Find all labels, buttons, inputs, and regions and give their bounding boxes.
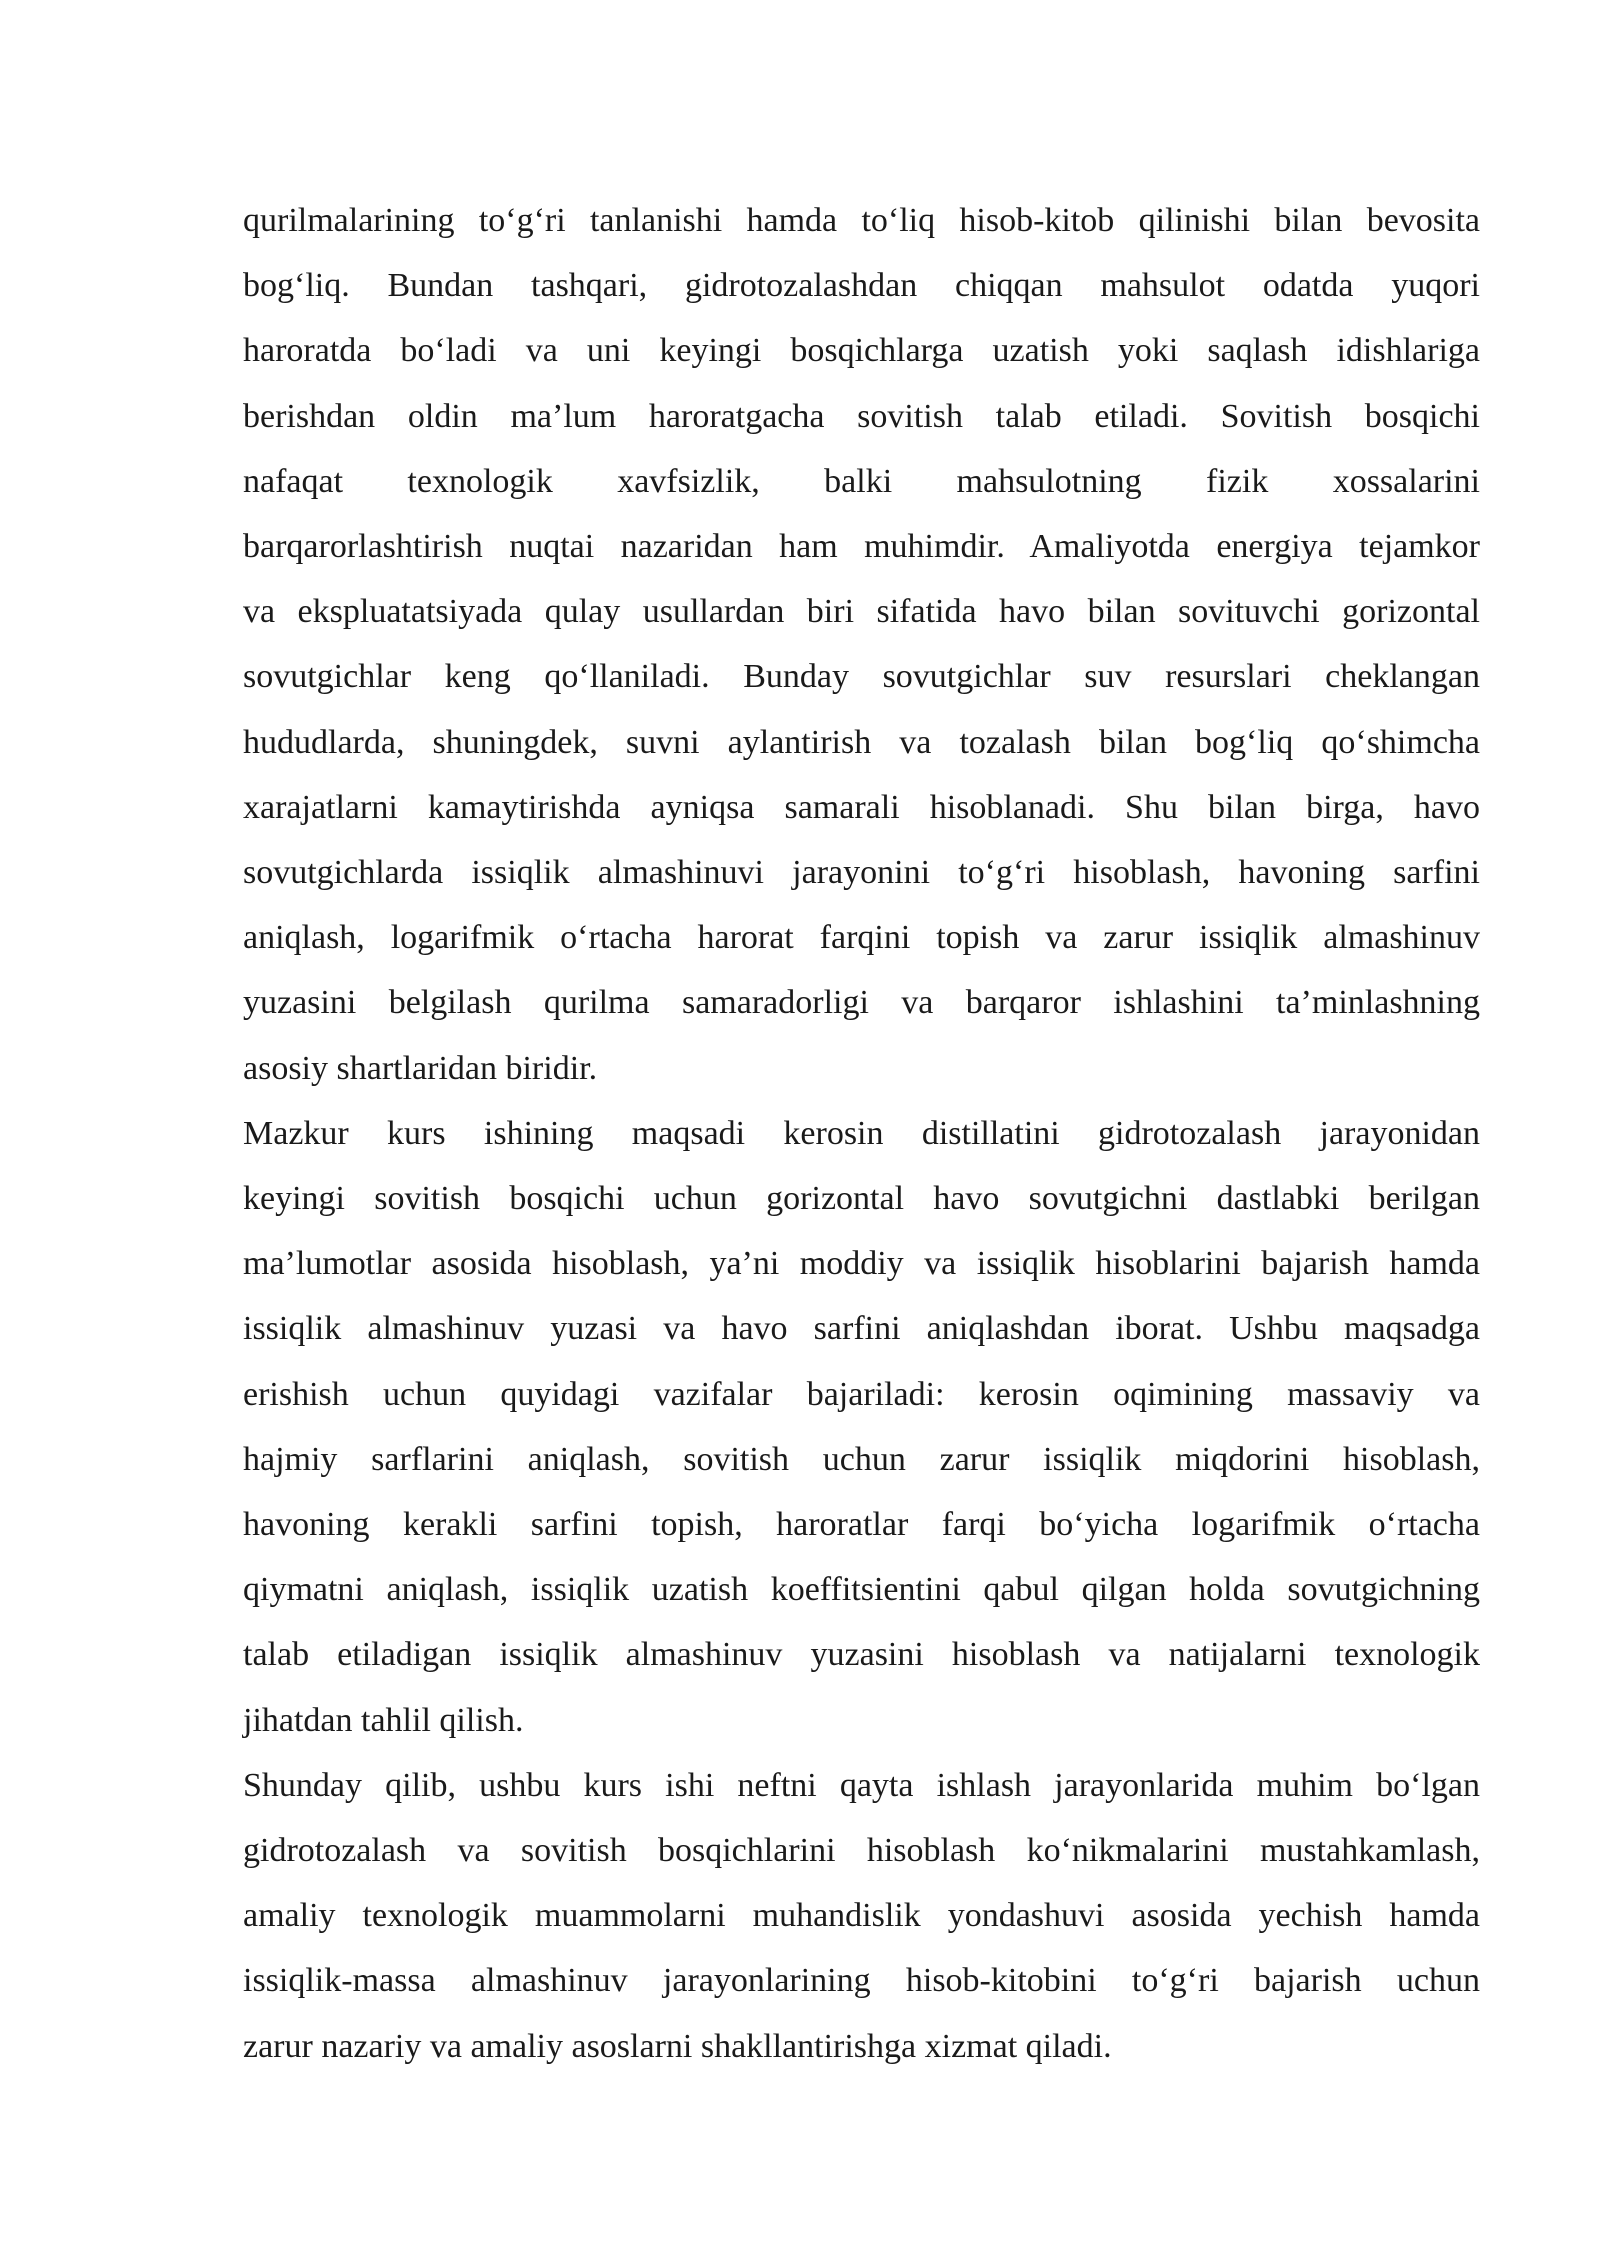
text-line: erishish uchun quyidagi vazifalar bajariladi: kerosin oqimining massaviy va bbox=[243, 1375, 1480, 1413]
text-line: asosiy shartlaridan biridir. bbox=[243, 1049, 598, 1087]
text-line: hajmiy sarflarini aniqlash, sovitish uchun zarur issiqlik miqdorini hisoblash, bbox=[243, 1440, 1480, 1478]
text-line: havoning kerakli sarfini topish, haroratlar farqi bo‘yicha logarifmik o‘rtacha bbox=[243, 1506, 1480, 1544]
text-line: issiqlik-massa almashinuv jarayonlarining hisob-kitobini to‘g‘ri bajarish uchun bbox=[243, 1962, 1480, 2000]
paragraph-intro-continued bbox=[243, 188, 1480, 1101]
text-line: talab etiladigan issiqlik almashinuv yuzasini hisoblash va natijalarni texnologik bbox=[243, 1636, 1480, 1674]
text-line: hududlarda, shuningdek, suvni aylantirish va tozalash bilan bog‘liq qo‘shimcha bbox=[243, 723, 1480, 761]
text-line: qiymatni aniqlash, issiqlik uzatish koeffitsientini qabul qilgan holda sovutgichning bbox=[243, 1571, 1480, 1609]
text-line: sovutgichlarda issiqlik almashinuvi jarayonini to‘g‘ri hisoblash, havoning sarfini bbox=[243, 854, 1480, 892]
text-line: ma’lumotlar asosida hisoblash, ya’ni moddiy va issiqlik hisoblarini bajarish hamda bbox=[243, 1245, 1480, 1283]
paragraph-course-goal bbox=[243, 1101, 1480, 1753]
text-line: qurilmalarining to‘g‘ri tanlanishi hamda to‘liq hisob-kitob qilinishi bilan bevosita bbox=[243, 202, 1480, 239]
text-line: sovutgichlar keng qo‘llaniladi. Bunday sovutgichlar suv resurslari cheklangan bbox=[243, 658, 1480, 696]
text-line: berishdan oldin ma’lum haroratgacha sovitish talab etiladi. Sovitish bosqichi bbox=[243, 397, 1480, 435]
text-line: zarur nazariy va amaliy asoslarni shakllantirishga xizmat qiladi. bbox=[243, 2027, 1112, 2065]
text-line: nafaqat texnologik xavfsizlik, balki mahsulotning fizik xossalarini bbox=[243, 462, 1480, 500]
text-line: xarajatlarni kamaytirishda ayniqsa samarali hisoblanadi. Shu bilan birga, havo bbox=[243, 788, 1480, 826]
text-line: jihatdan tahlil qilish. bbox=[243, 1701, 524, 1739]
text-line: Shunday qilib, ushbu kurs ishi neftni qayta ishlash jarayonlarida muhim bo‘lgan bbox=[243, 1766, 1480, 1804]
text-line: yuzasini belgilash qurilma samaradorligi va barqaror ishlashini ta’minlashning bbox=[243, 984, 1480, 1022]
paragraph-conclusion bbox=[243, 1753, 1480, 2079]
text-line: gidrotozalash va sovitish bosqichlarini hisoblash ko‘nikmalarini mustahkamlash, bbox=[243, 1832, 1480, 1870]
text-line: keyingi sovitish bosqichi uchun gorizontal havo sovutgichni dastlabki berilgan bbox=[243, 1180, 1480, 1218]
text-line: va ekspluatatsiyada qulay usullardan biri sifatida havo bilan sovituvchi gorizontal bbox=[243, 593, 1480, 631]
text-line: aniqlash, logarifmik o‘rtacha harorat farqini topish va zarur issiqlik almashinuv bbox=[243, 919, 1480, 957]
text-line: barqarorlashtirish nuqtai nazaridan ham muhimdir. Amaliyotda energiya tejamkor bbox=[243, 528, 1480, 566]
body-text bbox=[243, 188, 1480, 2079]
text-line: bog‘liq. Bundan tashqari, gidrotozalashdan chiqqan mahsulot odatda yuqori bbox=[243, 267, 1480, 305]
text-line: haroratda bo‘ladi va uni keyingi bosqichlarga uzatish yoki saqlash idishlariga bbox=[243, 332, 1480, 370]
text-line: amaliy texnologik muammolarni muhandislik yondashuvi asosida yechish hamda bbox=[243, 1897, 1480, 1935]
text-line: issiqlik almashinuv yuzasi va havo sarfini aniqlashdan iborat. Ushbu maqsadga bbox=[243, 1310, 1480, 1348]
text-line: Mazkur kurs ishining maqsadi kerosin distillatini gidrotozalash jarayonidan bbox=[243, 1114, 1480, 1152]
